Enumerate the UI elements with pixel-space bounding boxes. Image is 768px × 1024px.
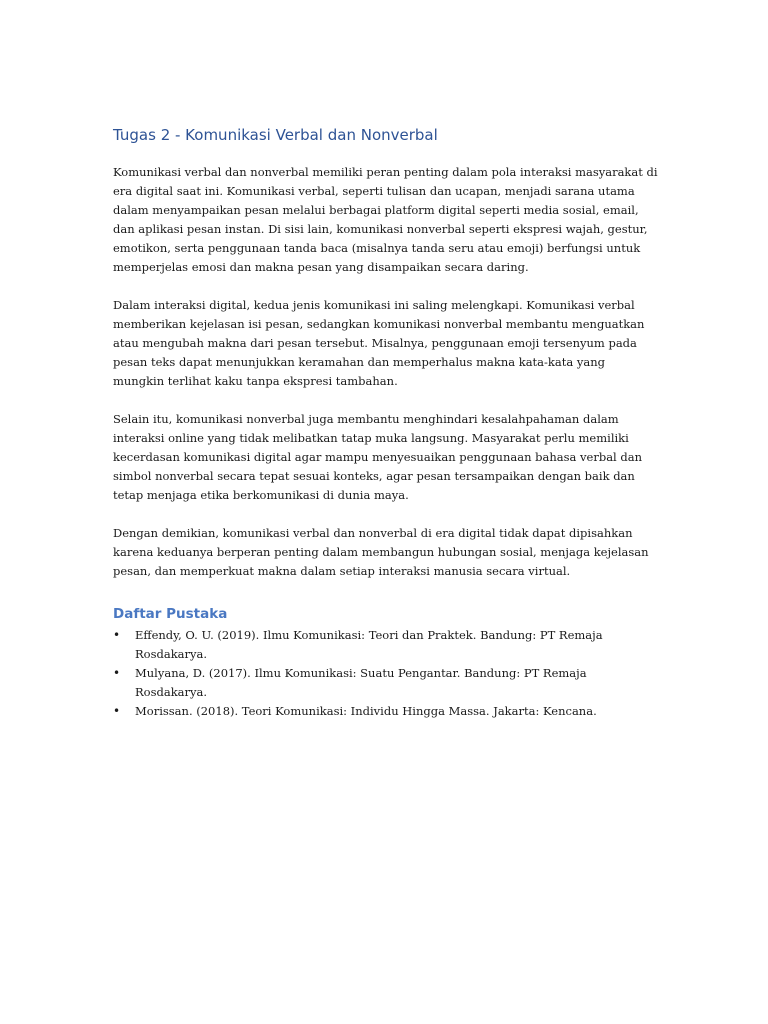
reference-text: Effendy, O. U. (2019). Ilmu Komunikasi: Teori dan Praktek. Bandung: PT Remaja Rosdakarya. [135, 628, 603, 661]
document-page [113, 124, 658, 721]
reference-item [113, 626, 658, 664]
references-list [113, 626, 658, 721]
paragraph-3: Selain itu, komunikasi nonverbal juga membantu menghindari kesalahpahaman dalam interaksi online yang tidak melibatkan tatap muka langsung. Masyarakat perlu memiliki kecerdasan komunikasi digital agar mampu menyesuaikan penggunaan bahasa verbal dan simbol nonverbal secara tepat sesuai konteks, agar pesan tersampaikan dengan baik dan tetap menjaga etika berkomunikasi di dunia maya. [113, 412, 643, 502]
document-title: Tugas 2 - Komunikasi Verbal dan Nonverbal [113, 126, 438, 144]
bullet-icon: • [113, 666, 121, 680]
paragraph-1: Komunikasi verbal dan nonverbal memiliki peran penting dalam pola interaksi masyarakat di era digital saat ini. Komunikasi verbal, seperti tulisan dan ucapan, menjadi sarana utama dalam menyampaikan pesan melalui berbagai platform digital seperti media sosial, email, dan aplikasi pesan instan. Di sisi lain, komunikasi nonverbal seperti ekspresi wajah, gestur, emotikon, serta penggunaan tanda baca (misalnya tanda seru atau emoji) berfungsi untuk memperjelas emosi dan makna pesan yang disampaikan secara daring. [113, 165, 658, 274]
reference-text: Mulyana, D. (2017). Ilmu Komunikasi: Suatu Pengantar. Bandung: PT Remaja Rosdakarya. [135, 666, 587, 699]
bullet-icon: • [113, 704, 121, 718]
reference-item [113, 702, 658, 721]
references-heading: Daftar Pustaka [113, 606, 228, 622]
bullet-icon: • [113, 628, 121, 642]
paragraph-2: Dalam interaksi digital, kedua jenis komunikasi ini saling melengkapi. Komunikasi verbal memberikan kejelasan isi pesan, sedangkan komunikasi nonverbal membantu menguatkan atau mengubah makna dari pesan tersebut. Misalnya, penggunaan emoji tersenyum pada pesan teks dapat menunjukkan keramahan dan memperhalus makna kata-kata yang mungkin terlihat kaku tanpa ekspresi tambahan. [113, 298, 645, 388]
paragraph-4: Dengan demikian, komunikasi verbal dan nonverbal di era digital tidak dapat dipisahkan karena keduanya berperan penting dalam membangun hubungan sosial, menjaga kejelasan pesan, dan memperkuat makna dalam setiap interaksi manusia secara virtual. [113, 526, 649, 578]
reference-text: Morissan. (2018). Teori Komunikasi: Individu Hingga Massa. Jakarta: Kencana. [135, 704, 597, 718]
reference-item [113, 664, 658, 702]
